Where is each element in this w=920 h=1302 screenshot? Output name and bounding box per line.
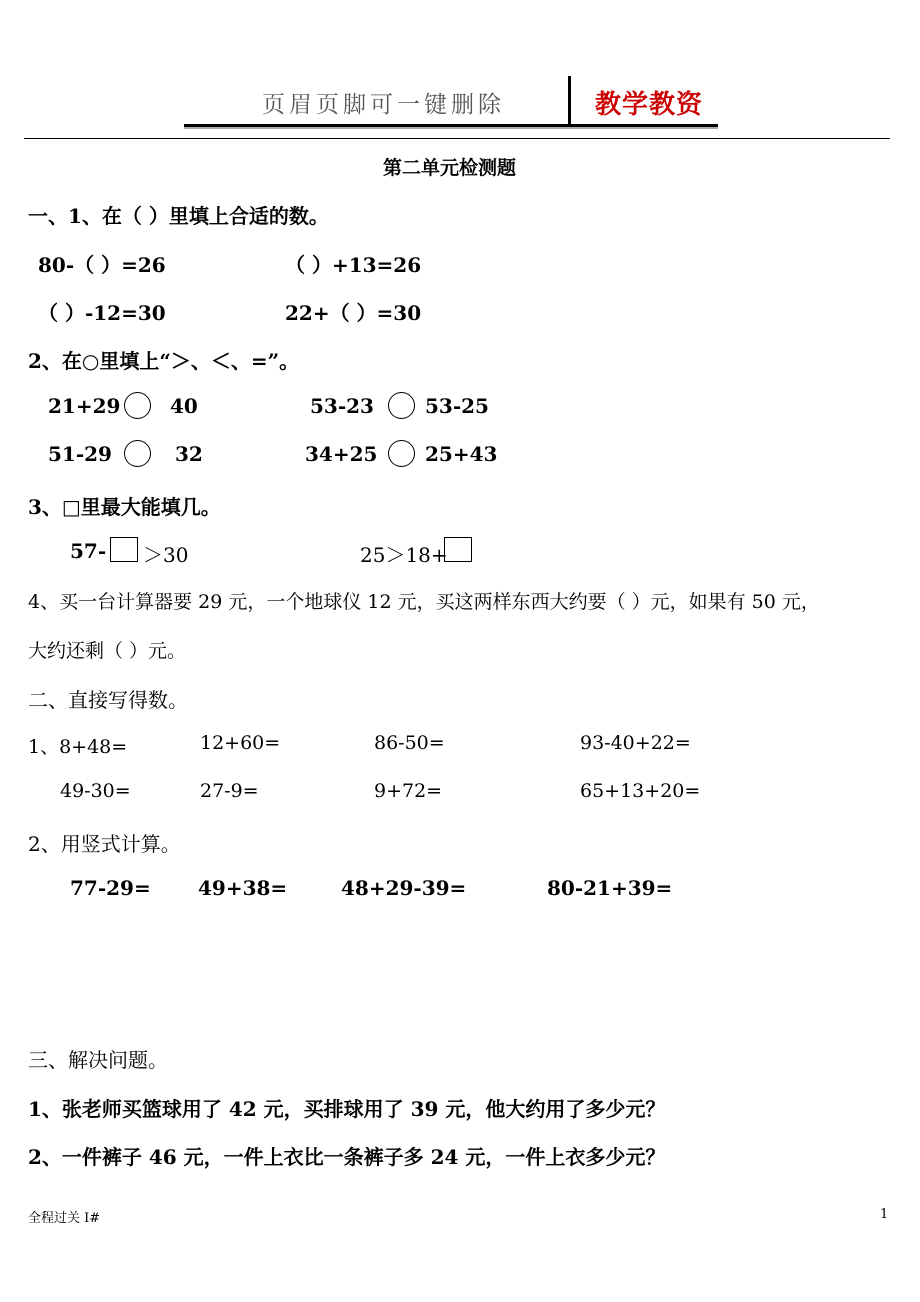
q2-a-right: 40 (170, 394, 198, 418)
q4-line2: 大约还剩（ ）元。 (28, 640, 187, 662)
vertical-calc: 49+38= (198, 876, 288, 900)
vertical-calc-heading: 2、用竖式计算。 (28, 832, 181, 856)
footer-text: 全程过关 I# (28, 1211, 101, 1226)
q2-b-right: 53-25 (425, 394, 489, 418)
header-rule (24, 138, 890, 139)
q2-c-right: 32 (175, 442, 203, 466)
problem-1: 1、张老师买篮球用了 42 元，买排球用了 39 元，他大约用了多少元？ (28, 1097, 666, 1121)
oral-calc: 1、8+48= (28, 736, 128, 758)
answer-box[interactable] (110, 537, 138, 566)
answer-box[interactable] (444, 537, 472, 566)
q2-heading: 2、在○里填上“＞、＜、=”。 (28, 349, 300, 373)
compare-circle[interactable] (388, 440, 415, 471)
header-underline-shadow (184, 127, 718, 129)
q2-d-left: 34+25 (305, 442, 378, 466)
q2-c-left: 51-29 (48, 442, 112, 466)
q1-item-c: （ ）-12=30 (38, 301, 166, 325)
q2-b-left: 53-23 (310, 394, 374, 418)
section3-heading: 三、解决问题。 (28, 1048, 168, 1072)
vertical-calc: 48+29-39= (341, 876, 467, 900)
vertical-calc: 80-21+39= (547, 876, 673, 900)
header-brand-text: 教学教资 (595, 90, 704, 120)
header-divider (568, 76, 571, 126)
oral-calc: 12+60= (200, 732, 281, 754)
problem-2: 2、一件裤子 46 元，一件上衣比一条裤子多 24 元，一件上衣多少元？ (28, 1145, 666, 1169)
oral-calc: 65+13+20= (580, 780, 701, 802)
oral-calc: 27-9= (200, 780, 259, 802)
page-number: 1 (880, 1207, 889, 1222)
oral-calc: 49-30= (60, 780, 131, 802)
page-title: 第二单元检测题 (383, 157, 517, 179)
q2-a-left: 21+29 (48, 394, 121, 418)
header-watermark-text: 页眉页脚可一键删除 (262, 92, 505, 118)
q1-item-d: 22+（ ）=30 (285, 301, 422, 325)
q3-a-left: 57- (70, 539, 107, 563)
compare-circle[interactable] (124, 440, 151, 471)
oral-calc: 93-40+22= (580, 732, 691, 754)
q1-item-b: （ ）+13=26 (285, 253, 422, 277)
oral-calc: 9+72= (374, 780, 443, 802)
q2-d-right: 25+43 (425, 442, 498, 466)
q3-b-left: 25＞18+ (360, 543, 448, 567)
section1-heading: 一、1、在（ ）里填上合适的数。 (28, 204, 329, 228)
compare-circle[interactable] (124, 392, 151, 423)
q3-heading: 3、□里最大能填几。 (28, 495, 221, 519)
section2-heading: 二、直接写得数。 (28, 688, 188, 712)
q4-line1: 4、买一台计算器要 29 元，一个地球仪 12 元，买这两样东西大约要（ ）元，如果有 50 元， (28, 591, 820, 613)
q1-item-a: 80-（ ）=26 (38, 253, 166, 277)
q3-a-right: ＞30 (143, 543, 189, 567)
compare-circle[interactable] (388, 392, 415, 423)
oral-calc: 86-50= (374, 732, 445, 754)
vertical-calc: 77-29= (70, 876, 151, 900)
